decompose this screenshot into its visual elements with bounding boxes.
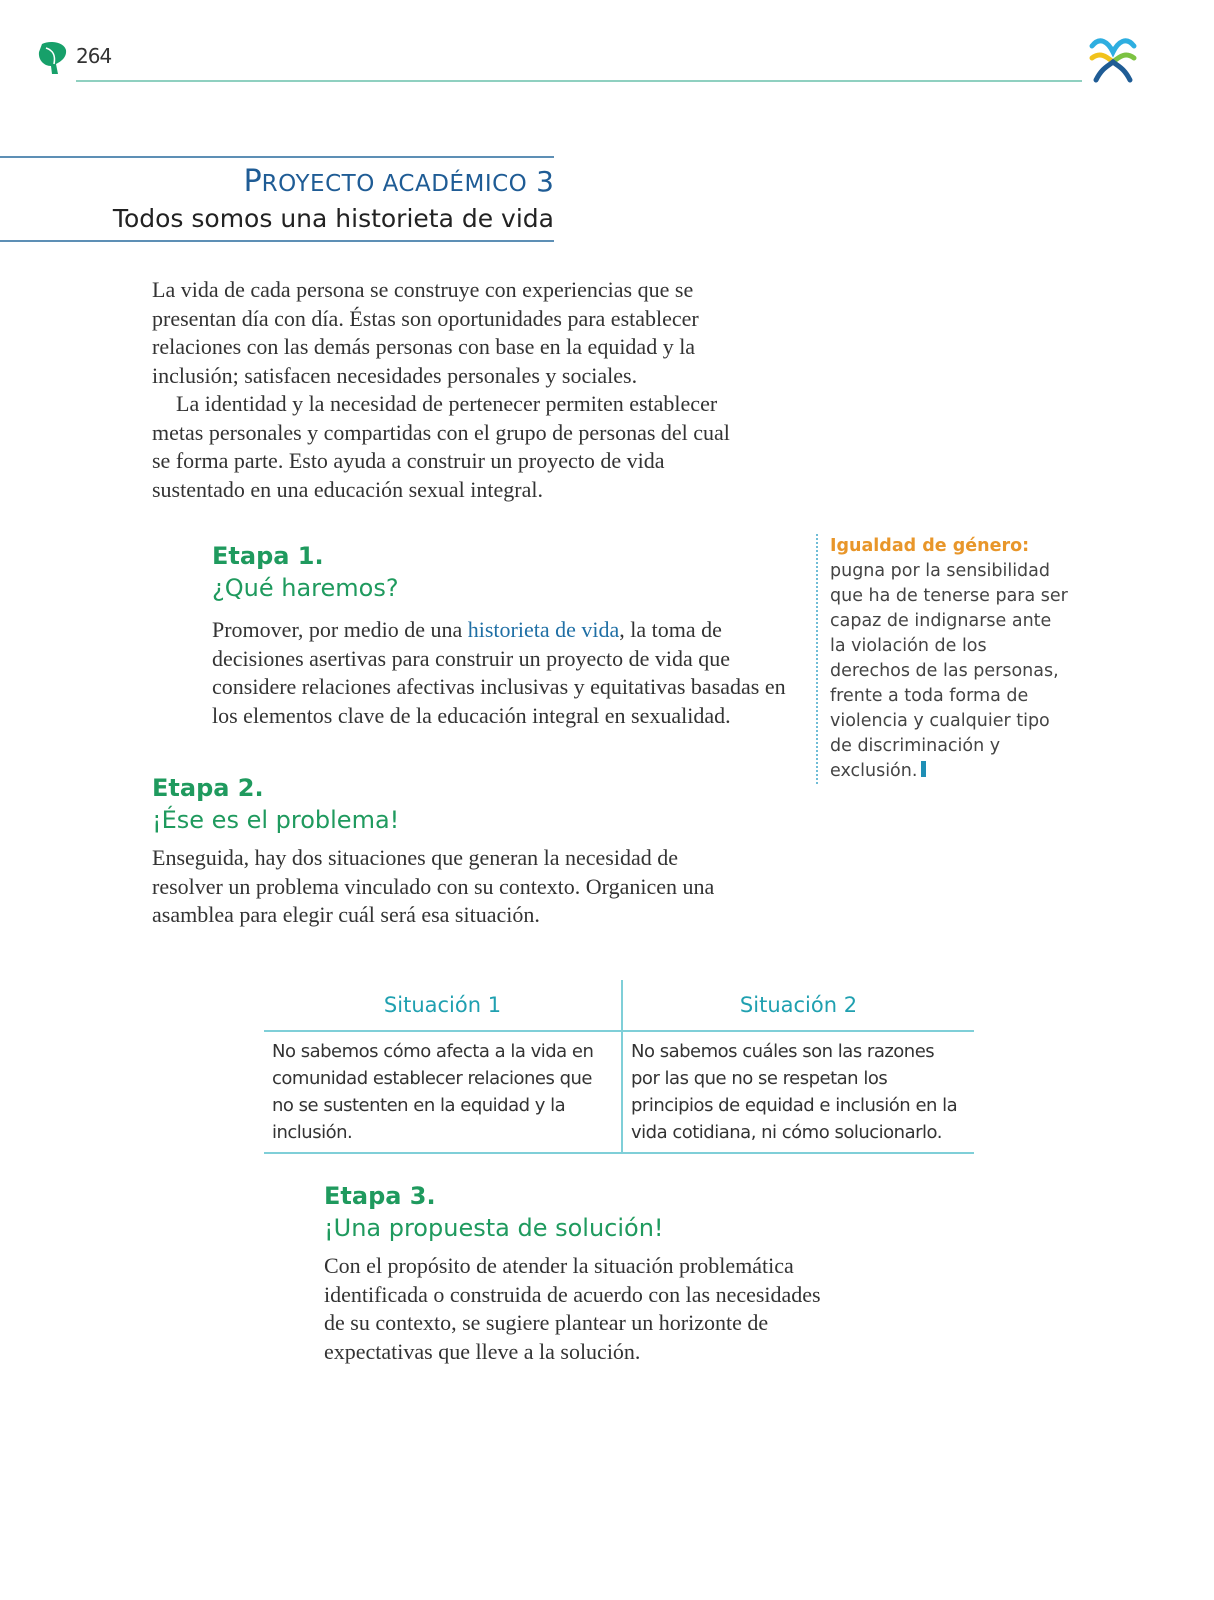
table-header-situation-2: Situación 2 — [622, 980, 974, 1031]
header-rule — [76, 80, 1082, 82]
end-mark-icon — [921, 761, 926, 777]
historieta-link[interactable]: historieta de vida — [467, 617, 620, 642]
situations-table — [264, 980, 974, 1154]
stage-2-text: Enseguida, hay dos situaciones que generan la necesidad de resolver un problema vinculado con su contexto. Organicen una asamblea para elegir cuál será esa situación. — [152, 845, 715, 927]
stage-3-text: Con el propósito de atender la situación problemática identificada o construida de acuerdo con las necesidades de su contexto, se sugiere plantear un horizonte de expectativas que lleve a la solución. — [324, 1253, 821, 1364]
project-subtitle: Todos somos una historieta de vida — [112, 204, 554, 233]
stage-3-heading: Etapa 3. ¡Una propuesta de solución! — [324, 1182, 664, 1242]
stage-2-heading: Etapa 2. ¡Ése es el problema! — [152, 774, 400, 834]
intro-paragraph-2: La identidad y la necesidad de pertenecer permiten establecer metas personales y compartidas con el grupo de personas del cual se forma parte. Esto ayuda a construir un proyecto de vida sustentado en una educación sexual integral. — [152, 391, 730, 502]
stage-1-text: Promover, por medio de una historieta de vida, la toma de decisiones asertivas para construir un proyecto de vida que considere relaciones afectivas inclusivas y equitativas basadas en los elementos clave de la educación integral en sexualidad. — [212, 617, 786, 728]
table-cell-situation-1: No sabemos cómo afecta a la vida en comunidad establecer relaciones que no se sustenten en la equidad y la inclusión. — [264, 1031, 622, 1153]
table-row — [264, 1031, 974, 1153]
glossary-sidebar — [816, 534, 1070, 784]
program-logo-icon — [1086, 32, 1140, 86]
glossary-definition: pugna por la sensibilidad que ha de tenerse para ser capaz de indignarse ante la violación de los derechos de las personas, frente a toda forma de violencia y cualquier tipo de discriminación y exclusión. — [830, 561, 1068, 781]
table-header-situation-1: Situación 1 — [264, 980, 622, 1031]
intro-text — [152, 276, 752, 504]
glossary-term: Igualdad de género: — [830, 536, 1030, 556]
stage-1-heading: Etapa 1. ¿Qué haremos? — [212, 542, 399, 602]
page-number: 264 — [76, 44, 112, 68]
project-title: PROYECTO ACADÉMICO 3 — [243, 164, 554, 199]
intro-paragraph-1: La vida de cada persona se construye con experiencias que se presentan día con día. Éstas son oportunidades para establecer relaciones con las demás personas con base en la equidad y la inclusión; satisfacen necesidades personales y sociales. — [152, 277, 699, 388]
title-rule-bottom — [0, 240, 554, 242]
title-rule-top — [0, 156, 554, 158]
table-cell-situation-2: No sabemos cuáles son las razones por las que no se respetan los principios de equidad e inclusión en la vida cotidiana, ni cómo solucionarlo. — [622, 1031, 974, 1153]
leaf-icon — [36, 40, 68, 76]
